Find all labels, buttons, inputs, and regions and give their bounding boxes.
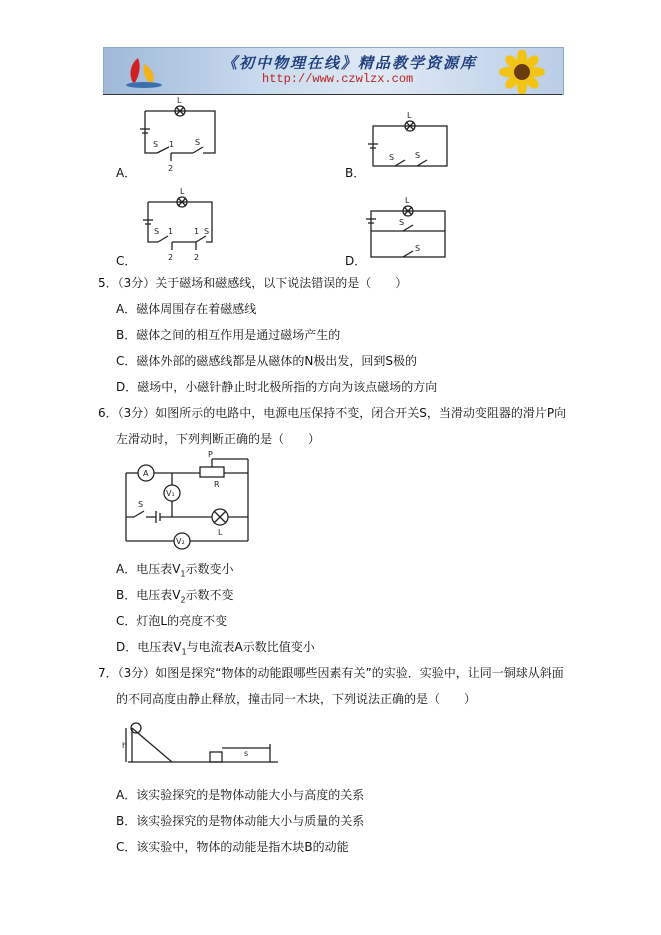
svg-text:S: S — [389, 153, 395, 162]
q7-option-a: A．该实验探究的是物体动能大小与高度的关系 — [116, 788, 365, 802]
svg-text:L: L — [180, 187, 185, 196]
q6-option-a: A．电压表$V_1$示数变小 — [116, 562, 234, 579]
circuit-q6 — [120, 450, 260, 550]
ramp-figure — [122, 718, 282, 768]
svg-text:2: 2 — [194, 253, 200, 262]
q4-option-a: A． — [116, 166, 137, 180]
circuit-b — [365, 111, 455, 173]
svg-text:h: h — [122, 741, 128, 750]
svg-text:P: P — [208, 450, 213, 459]
circuit-d — [363, 196, 453, 265]
svg-text:S: S — [195, 138, 201, 147]
svg-text:1: 1 — [194, 227, 200, 236]
svg-text:s: s — [244, 749, 249, 758]
q5-option-b: B．磁体之间的相互作用是通过磁场产生的 — [116, 328, 341, 342]
q6-option-d: D．电压表$V_1$与电流表A示数比值变小 — [116, 640, 315, 657]
q7-option-b: B．该实验探究的是物体动能大小与质量的关系 — [116, 814, 365, 828]
svg-text:2: 2 — [168, 253, 174, 262]
svg-text:S: S — [154, 227, 160, 236]
q7-stem-line2: 的不同高度由静止释放，撞击同一木块，下列说法正确的是（ ） — [116, 692, 477, 706]
svg-text:V₂: V₂ — [176, 537, 185, 546]
q5-option-a: A．磁体周围存在着磁感线 — [116, 302, 257, 316]
q4-option-c: C． — [116, 254, 137, 268]
q7-option-c: C．该实验中，物体的动能是指木块B的动能 — [116, 840, 349, 854]
svg-text:2: 2 — [168, 164, 174, 173]
header-title: 《初中物理在线》精品教学资源库 — [222, 54, 478, 72]
svg-text:S: S — [415, 151, 421, 160]
svg-text:1: 1 — [169, 140, 175, 149]
circuit-c — [140, 187, 230, 262]
q6-option-c: C．灯泡L的亮度不变 — [116, 614, 228, 628]
header-banner — [103, 47, 564, 95]
svg-text:1: 1 — [168, 227, 174, 236]
svg-text:S: S — [399, 218, 405, 227]
q6-option-b: B．电压表$V_2$示数不变 — [116, 588, 234, 605]
svg-text:R: R — [214, 480, 220, 489]
svg-text:L: L — [407, 111, 412, 120]
svg-text:V₁: V₁ — [166, 489, 175, 498]
sunflower-icon — [487, 50, 557, 94]
q5-option-c: C．磁体外部的磁感线都是从磁体的N极出发，回到S极的 — [116, 354, 417, 368]
q6-stem-line2: 左滑动时，下列判断正确的是（ ） — [116, 432, 321, 446]
q5-stem: 5．（3分）关于磁场和磁感线，以下说法错误的是（ ） — [98, 276, 408, 290]
svg-text:L: L — [405, 196, 410, 205]
svg-text:S: S — [204, 227, 210, 236]
svg-text:L: L — [218, 528, 223, 537]
svg-text:S: S — [153, 140, 159, 149]
q6-stem-line1: 6．（3分）如图所示的电路中，电源电压保持不变，闭合开关S，当滑动变阻器的滑片P向 — [98, 406, 567, 420]
q4-option-d: D． — [345, 254, 367, 268]
logo-icon — [124, 54, 164, 88]
header-url[interactable]: http://www.czwlzx.com — [262, 72, 414, 86]
q4-option-b: B． — [345, 166, 366, 180]
svg-text:A: A — [143, 469, 149, 478]
svg-text:S: S — [138, 500, 144, 509]
circuit-a — [135, 96, 225, 173]
q5-option-d: D．磁场中，小磁针静止时北极所指的方向为该点磁场的方向 — [116, 380, 438, 394]
lamp-label: L — [177, 96, 182, 105]
header-rule — [103, 94, 562, 95]
svg-text:S: S — [415, 244, 421, 253]
q7-stem-line1: 7．（3分）如图是探究“物体的动能跟哪些因素有关”的实验．实验中，让同一铜球从斜面 — [98, 666, 564, 680]
